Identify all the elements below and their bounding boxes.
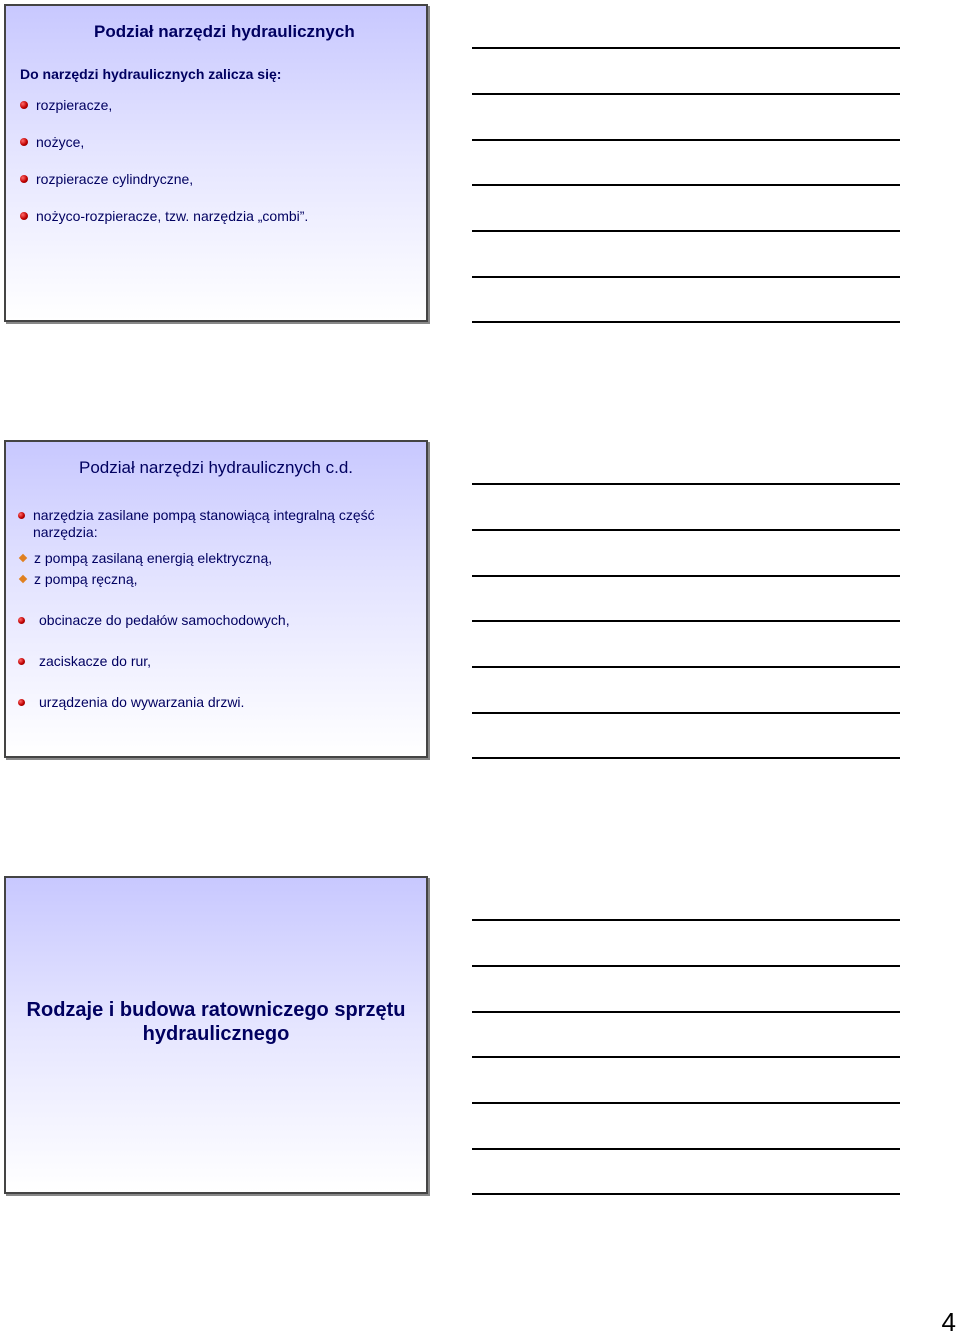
list-item: urządzenia do wywarzania drzwi. [18,694,244,711]
note-line [472,321,900,323]
list-item-continuation: narzędzia: [33,524,98,540]
slide-1-title: Podział narzędzi hydraulicznych [94,22,355,41]
note-line [472,1011,900,1013]
slide-3-title-line-1: Rodzaje i budowa ratowniczego sprzętu [26,999,406,1021]
bullet-icon [18,658,25,665]
bullet-icon [18,699,25,706]
bullet-icon [20,212,28,220]
note-line [472,184,900,186]
bullet-icon [18,512,25,519]
note-line [472,919,900,921]
note-line [472,1148,900,1150]
list-item: obcinacze do pedałów samochodowych, [18,612,290,629]
page-number: 4 [941,1307,956,1337]
bullet-icon [20,138,28,146]
note-line [472,1193,900,1195]
slide-3-title [6,998,426,1046]
slide-1-lead: Do narzędzi hydraulicznych zalicza się: [20,66,282,82]
note-line [472,620,900,622]
list-item: nożyco-rozpieracze, tzw. narzędzia „combi”. [20,208,308,224]
note-line [472,230,900,232]
note-line [472,666,900,668]
slide-3-title-line-2: hydraulicznego [142,1023,290,1045]
slide-2 [4,440,428,758]
sub-list-item: z pompą zasilaną energią elektryczną, [20,550,272,567]
list-item: rozpieracze, [20,97,112,113]
bullet-icon [18,617,25,624]
list-item: narzędzia zasilane pompą stanowiącą integralną część [18,507,375,524]
bullet-icon [20,175,28,183]
note-line [472,483,900,485]
note-line [472,529,900,531]
note-line [472,1102,900,1104]
note-line [472,757,900,759]
note-line [472,139,900,141]
note-line [472,712,900,714]
note-line [472,965,900,967]
note-line [472,47,900,49]
note-line [472,276,900,278]
slide-1 [4,4,428,322]
diamond-bullet-icon [19,554,27,562]
slide-3 [4,876,428,1194]
list-item: rozpieracze cylindryczne, [20,171,193,187]
list-item: zaciskacze do rur, [18,653,151,670]
note-line [472,93,900,95]
diamond-bullet-icon [19,575,27,583]
note-line [472,1056,900,1058]
list-item: nożyce, [20,134,84,150]
sub-list-item: z pompą ręczną, [20,571,138,588]
bullet-icon [20,101,28,109]
slide-2-title: Podział narzędzi hydraulicznych c.d. [78,458,354,477]
note-line [472,575,900,577]
